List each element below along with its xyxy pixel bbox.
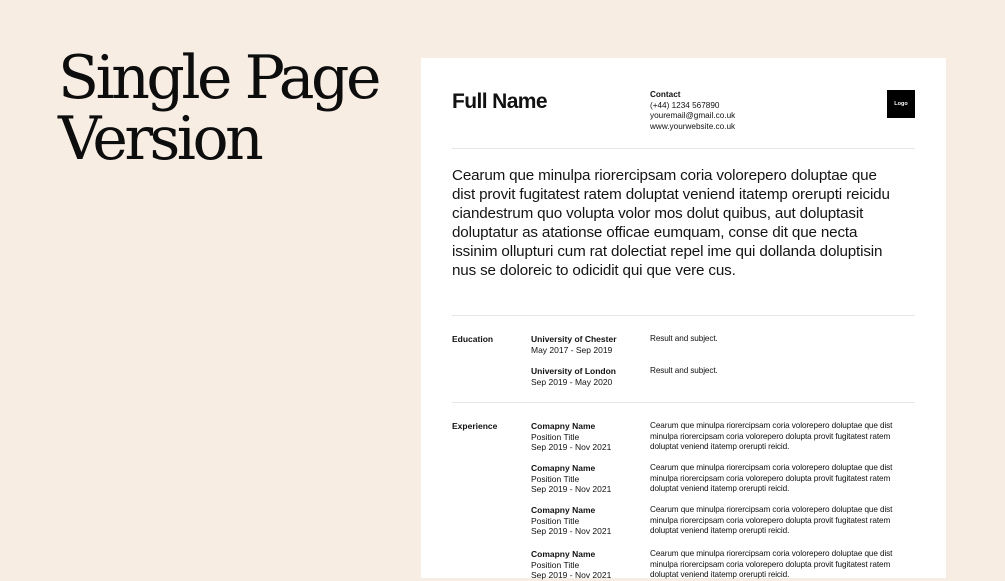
- divider: [452, 148, 915, 149]
- experience-description: Cearum que minulpa riorercipsam coria volorepero doluptae que dist minulpa riorercipsam coria volorepero dolupta provit fugitatest ratem doluptat veniend itatemp orerupti reicid.: [650, 549, 893, 580]
- experience-position: Position Title: [531, 559, 580, 570]
- divider: [452, 402, 915, 403]
- headline-line-1: Single Page: [58, 43, 378, 113]
- experience-dates: Sep 2019 - Nov 2021: [531, 570, 612, 581]
- education-entry: [531, 366, 616, 387]
- logo: [887, 90, 915, 118]
- contact-website: www.yourwebsite.co.uk: [650, 121, 736, 131]
- experience-company: Comapny Name: [531, 505, 596, 515]
- experience-entry: [531, 421, 611, 453]
- contact-block: [650, 90, 735, 132]
- contact-email: youremail@gmail.co.uk: [650, 111, 736, 121]
- experience-description: Cearum que minulpa riorercipsam coria volorepero doluptae que dist minulpa riorercipsam coria volorepero dolupta provit fugitatest ratem doluptat veniend itatemp orerupti reicid.: [650, 421, 893, 452]
- logo-label: Logo: [894, 101, 908, 107]
- education-label: Education: [452, 334, 494, 344]
- experience-position: Position Title: [531, 473, 580, 484]
- summary-text: Cearum que minulpa riorercipsam coria volorepero doluptae que dist provit fugitatest ratem doluptat veniend itatemp orerupti reicidu ciandestrum quo volupta volor mos dolut quibus, aut doluptasit doluptatur as atationse officae eumquam, conse dit que necta issinim ollupturi cum rat dolectiat repel ime qui dollanda doluptisin nus se doloreic to odicidit qui que vere cus.: [452, 167, 890, 280]
- experience-dates: Sep 2019 - Nov 2021: [531, 442, 612, 453]
- experience-company: Comapny Name: [531, 421, 596, 431]
- experience-position: Position Title: [531, 515, 580, 526]
- experience-description: Cearum que minulpa riorercipsam coria volorepero doluptae que dist minulpa riorercipsam coria volorepero dolupta provit fugitatest ratem doluptat veniend itatemp orerupti reicid.: [650, 505, 893, 536]
- experience-entry: [531, 549, 611, 581]
- contact-phone: (+44) 1234 567890: [650, 100, 720, 110]
- contact-heading: Contact: [650, 90, 681, 99]
- education-entry: [531, 334, 617, 355]
- divider: [452, 315, 915, 316]
- education-dates: Sep 2019 - May 2020: [531, 376, 613, 387]
- education-org: University of Chester: [531, 334, 617, 344]
- experience-company: Comapny Name: [531, 549, 596, 559]
- resume-sheet: [421, 58, 946, 581]
- full-name: Full Name: [452, 90, 547, 113]
- experience-dates: Sep 2019 - Nov 2021: [531, 526, 612, 537]
- education-result: Result and subject.: [650, 334, 718, 343]
- headline: [58, 43, 378, 174]
- education-result: Result and subject.: [650, 366, 718, 375]
- experience-dates: Sep 2019 - Nov 2021: [531, 484, 612, 495]
- experience-entry: [531, 505, 611, 537]
- experience-entry: [531, 463, 611, 495]
- headline-line-2: Version: [58, 104, 261, 174]
- experience-position: Position Title: [531, 431, 580, 442]
- experience-label: Experience: [452, 421, 498, 431]
- experience-description: Cearum que minulpa riorercipsam coria volorepero doluptae que dist minulpa riorercipsam coria volorepero dolupta provit fugitatest ratem doluptat veniend itatemp orerupti reicid.: [650, 463, 893, 494]
- education-dates: May 2017 - Sep 2019: [531, 344, 613, 355]
- experience-company: Comapny Name: [531, 463, 596, 473]
- education-org: University of London: [531, 366, 616, 376]
